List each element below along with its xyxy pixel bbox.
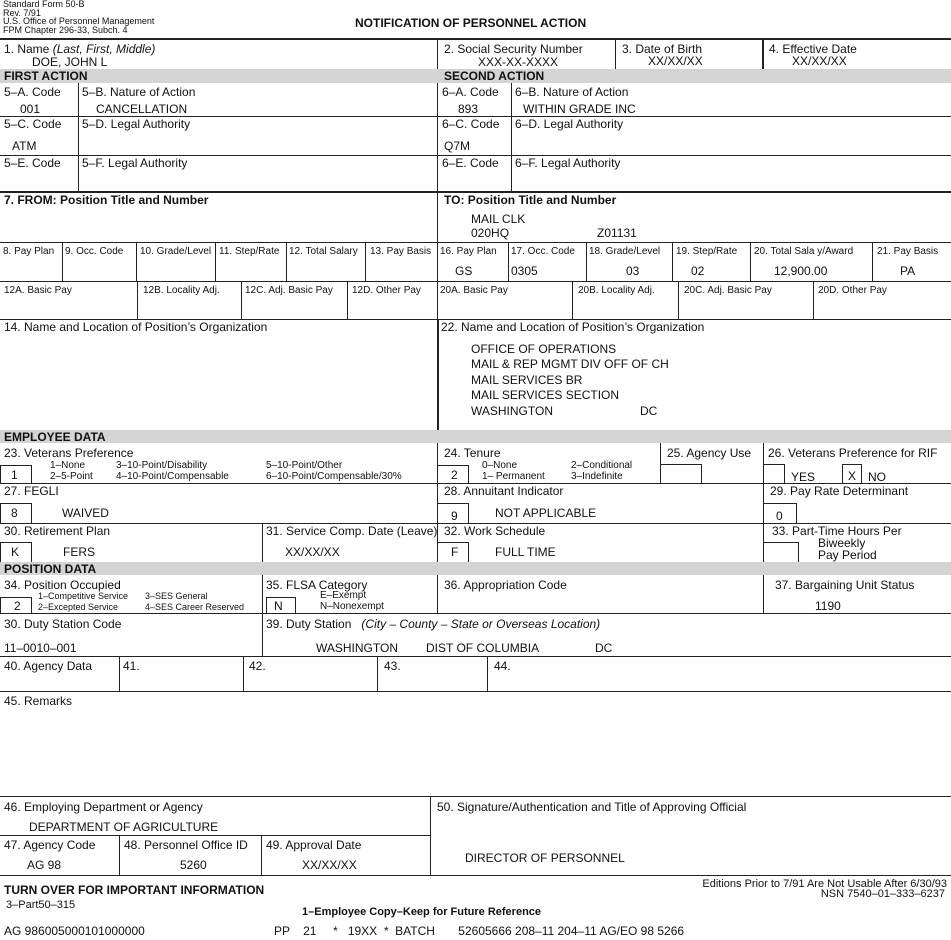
org-22-line-5[interactable]: WASHINGTON bbox=[471, 404, 554, 418]
agency-code-value[interactable]: AG 98 bbox=[27, 858, 62, 872]
form-part-number: 3–Part50–315 bbox=[6, 899, 76, 911]
part-time-label-3: Pay Period bbox=[818, 548, 877, 562]
vet-opt-2: 2–5-Point bbox=[50, 471, 93, 482]
nature-5b-value[interactable]: CANCELLATION bbox=[96, 102, 188, 116]
appropriation-label: 36. Appropriation Code bbox=[444, 578, 567, 592]
position-opt-4: 4–SES Career Reserved bbox=[145, 602, 245, 612]
salary-20-value[interactable]: 12,900.00 bbox=[774, 264, 828, 278]
remarks-label: 45. Remarks bbox=[4, 694, 73, 708]
retirement-label: 30. Retirement Plan bbox=[4, 524, 111, 538]
duty-station-state[interactable]: DC bbox=[595, 641, 613, 655]
vet-rif-label: 26. Veterans Preference for RIF bbox=[768, 446, 938, 460]
batch-code-left: AG 986005000101000000 bbox=[4, 924, 145, 938]
org-14-label: 14. Name and Location of Position’s Organization bbox=[4, 320, 268, 334]
form-agency: U.S. Office of Personnel Management bbox=[3, 16, 155, 26]
ssn-label: 2. Social Security Number bbox=[444, 42, 583, 56]
code-5a-value[interactable]: 001 bbox=[20, 102, 41, 116]
to-position-title[interactable]: MAIL CLK bbox=[471, 212, 526, 226]
grade-18-label: 18. Grade/Level bbox=[589, 246, 661, 257]
vet-opt-1: 1–None bbox=[50, 460, 86, 471]
authority-6d-label: 6–D. Legal Authority bbox=[515, 117, 624, 131]
position-opt-3: 3–SES General bbox=[145, 591, 208, 601]
scd-label: 31. Service Comp. Date (Leave) bbox=[266, 524, 438, 538]
authority-5d-label: 5–D. Legal Authority bbox=[82, 117, 191, 131]
field-44-label: 44. bbox=[494, 659, 511, 673]
vet-pref-label: 23. Veterans Preference bbox=[4, 446, 134, 460]
to-position-label: TO: Position Title and Number bbox=[444, 193, 617, 207]
fegli-code: 8 bbox=[11, 506, 18, 520]
field-43-label: 43. bbox=[384, 659, 401, 673]
pay-plan-16-label: 16. Pay Plan bbox=[440, 246, 497, 257]
org-22-line-1[interactable]: OFFICE OF OPERATIONS bbox=[471, 342, 617, 356]
part-time-label: 33. Part-Time Hours Per bbox=[772, 524, 902, 538]
basic-pay-20a-label: 20A. Basic Pay bbox=[440, 285, 508, 296]
grade-18-value[interactable]: 03 bbox=[626, 264, 640, 278]
personnel-office-label: 48. Personnel Office ID bbox=[124, 838, 248, 852]
fegli-value[interactable]: WAIVED bbox=[62, 506, 109, 520]
annuitant-label: 28. Annuitant Indicator bbox=[444, 484, 564, 498]
form-revision: Rev. 7/91 bbox=[3, 8, 41, 18]
flsa-label: 35. FLSA Category bbox=[266, 578, 368, 592]
org-22-state[interactable]: DC bbox=[640, 404, 658, 418]
step-19-label: 19. Step/Rate bbox=[676, 246, 738, 257]
vet-opt-5: 5–10-Point/Other bbox=[266, 460, 343, 471]
field-41-label: 41. bbox=[123, 659, 140, 673]
flsa-opt-n: N–Nonexempt bbox=[320, 601, 384, 612]
page-title: NOTIFICATION OF PERSONNEL ACTION bbox=[355, 16, 587, 30]
position-data-heading: POSITION DATA bbox=[4, 562, 97, 576]
to-position-number[interactable]: Z01131 bbox=[597, 226, 637, 240]
nature-6b-label: 6–B. Nature of Action bbox=[515, 85, 629, 99]
nature-6b-value[interactable]: WITHIN GRADE INC bbox=[523, 102, 636, 116]
personnel-office-value[interactable]: 5260 bbox=[180, 858, 207, 872]
annuitant-code: 9 bbox=[451, 509, 458, 523]
signature-value[interactable]: DIRECTOR OF PERSONNEL bbox=[465, 851, 625, 865]
step-11-label: 11. Step/Rate bbox=[219, 246, 280, 257]
vet-opt-3: 3–10-Point/Disability bbox=[116, 460, 208, 471]
editions-notice: Editions Prior to 7/91 Are Not Usable After 6/30/93 bbox=[702, 878, 947, 890]
salary-20-label: 20. Total Sala y/Award bbox=[754, 246, 854, 257]
agency-code-label: 47. Agency Code bbox=[4, 838, 96, 852]
tenure-opt-1: 1– Permanent bbox=[482, 471, 545, 482]
other-pay-20d-label: 20D. Other Pay bbox=[818, 285, 887, 296]
pay-rate-label: 29. Pay Rate Determinant bbox=[770, 484, 909, 498]
dob-value[interactable]: XX/XX/XX bbox=[648, 54, 703, 68]
code-5e-label: 5–E. Code bbox=[4, 156, 61, 170]
position-opt-2: 2–Excepted Service bbox=[38, 602, 119, 612]
tenure-opt-0: 0–None bbox=[482, 460, 518, 471]
other-pay-12d-label: 12D. Other Pay bbox=[352, 285, 421, 296]
work-schedule-code: F bbox=[451, 545, 459, 559]
code-6a-value[interactable]: 893 bbox=[458, 102, 479, 116]
employing-dept-value[interactable]: DEPARTMENT OF AGRICULTURE bbox=[29, 820, 219, 834]
pay-rate-code: 0 bbox=[776, 509, 783, 523]
employee-data-band bbox=[0, 430, 951, 443]
adj-basic-20c-label: 20C. Adj. Basic Pay bbox=[684, 285, 772, 296]
from-position-label: 7. FROM: Position Title and Number bbox=[4, 193, 209, 207]
occ-code-17-value[interactable]: 0305 bbox=[511, 264, 538, 278]
dob-label: 3. Date of Birth bbox=[622, 42, 703, 56]
vet-pref-value: 1 bbox=[11, 468, 18, 482]
agency-use-box[interactable] bbox=[660, 464, 702, 484]
code-5a-label: 5–A. Code bbox=[4, 85, 61, 99]
field-42-label: 42. bbox=[249, 659, 266, 673]
approval-date-label: 49. Approval Date bbox=[266, 838, 362, 852]
pay-basis-21-label: 21. Pay Basis bbox=[877, 246, 939, 257]
code-6a-label: 6–A. Code bbox=[442, 85, 499, 99]
second-action-heading: SECOND ACTION bbox=[444, 69, 545, 83]
salary-12-label: 12. Total Salary bbox=[289, 246, 358, 257]
scd-value[interactable]: XX/XX/XX bbox=[285, 545, 340, 559]
org-22-line-3[interactable]: MAIL SERVICES BR bbox=[471, 373, 583, 387]
tenure-label: 24. Tenure bbox=[444, 446, 501, 460]
employee-data-heading: EMPLOYEE DATA bbox=[4, 430, 106, 444]
code-6c-label: 6–C. Code bbox=[442, 117, 500, 131]
duty-station-label: 39. Duty Station (City – County – State or Overseas Location) bbox=[266, 617, 601, 631]
locality-12b-label: 12B. Locality Adj. bbox=[143, 285, 220, 296]
vet-opt-4: 4–10-Point/Compensable bbox=[116, 471, 229, 482]
authority-6f-label: 6–F. Legal Authority bbox=[515, 156, 621, 170]
duty-station-city[interactable]: WASHINGTON bbox=[316, 641, 399, 655]
pay-basis-21-value[interactable]: PA bbox=[900, 264, 916, 278]
part-time-box[interactable] bbox=[763, 542, 799, 563]
org-22-line-2[interactable]: MAIL & REP MGMT DIV OFF OF CH bbox=[471, 357, 669, 371]
nature-5b-label: 5–B. Nature of Action bbox=[82, 85, 196, 99]
turn-over-notice: TURN OVER FOR IMPORTANT INFORMATION bbox=[4, 883, 265, 897]
grade-10-label: 10. Grade/Level bbox=[140, 246, 212, 257]
tenure-opt-3: 3–Indefinite bbox=[571, 471, 623, 482]
tenure-value: 2 bbox=[451, 468, 458, 482]
occ-code-9-label: 9. Occ. Code bbox=[65, 246, 124, 257]
duty-station-county[interactable]: DIST OF COLUMBIA bbox=[426, 641, 540, 655]
pay-plan-16-value[interactable]: GS bbox=[455, 264, 473, 278]
effective-date-value[interactable]: XX/XX/XX bbox=[792, 54, 847, 68]
work-schedule-value[interactable]: FULL TIME bbox=[495, 545, 556, 559]
annuitant-value[interactable]: NOT APPLICABLE bbox=[495, 506, 597, 520]
agency-data-40-label: 40. Agency Data bbox=[4, 659, 93, 673]
nsn-number: NSN 7540–01–333–6237 bbox=[820, 888, 945, 900]
pay-plan-8-label: 8. Pay Plan bbox=[3, 246, 55, 257]
vet-rif-yes-box[interactable] bbox=[763, 464, 785, 484]
approval-date-value[interactable]: XX/XX/XX bbox=[302, 858, 357, 872]
locality-20b-label: 20B. Locality Adj. bbox=[578, 285, 655, 296]
code-5c-label: 5–C. Code bbox=[4, 117, 62, 131]
to-position-org-code[interactable]: 020HQ bbox=[471, 226, 510, 240]
fegli-label: 27. FEGLI bbox=[4, 484, 59, 498]
position-opt-1: 1–Competitive Service bbox=[38, 591, 129, 601]
flsa-value: N bbox=[274, 599, 283, 613]
position-occupied-label: 34. Position Occupied bbox=[4, 578, 121, 592]
action-band bbox=[0, 69, 951, 83]
batch-code-right: PP 21 * 19XX * BATCH 52605666 208–11 204–11 AG/EO 98 5266 bbox=[274, 924, 685, 938]
copy-notice: 1–Employee Copy–Keep for Future Reference bbox=[302, 906, 542, 918]
occ-code-17-label: 17. Occ. Code bbox=[511, 246, 575, 257]
employing-dept-label: 46. Employing Department or Agency bbox=[4, 800, 203, 814]
duty-station-code-value[interactable]: 11–0010–001 bbox=[4, 641, 77, 655]
pay-basis-13-label: 13. Pay Basis bbox=[370, 246, 432, 257]
org-22-label: 22. Name and Location of Position’s Organization bbox=[441, 320, 705, 334]
position-data-band bbox=[0, 562, 951, 575]
flsa-opt-e: E–Exempt bbox=[320, 590, 367, 601]
bargaining-label: 37. Bargaining Unit Status bbox=[775, 578, 915, 592]
org-22-line-4[interactable]: MAIL SERVICES SECTION bbox=[471, 388, 620, 402]
tenure-opt-2: 2–Conditional bbox=[571, 460, 633, 471]
agency-use-label: 25. Agency Use bbox=[667, 446, 752, 460]
form-chapter: FPM Chapter 296-33, Subch. 4 bbox=[3, 25, 128, 35]
code-6e-label: 6–E. Code bbox=[442, 156, 499, 170]
part-time-label-2: Biweekly bbox=[818, 536, 866, 550]
vet-rif-yes-label: YES bbox=[791, 470, 816, 484]
effective-date-label: 4. Effective Date bbox=[769, 42, 857, 56]
basic-pay-12a-label: 12A. Basic Pay bbox=[4, 285, 72, 296]
name-value[interactable]: DOE, JOHN L bbox=[32, 55, 108, 69]
position-occupied-value: 2 bbox=[14, 599, 21, 613]
bargaining-value[interactable]: 1190 bbox=[815, 599, 841, 613]
authority-5f-label: 5–F. Legal Authority bbox=[82, 156, 188, 170]
form-number: Standard Form 50-B bbox=[3, 0, 85, 9]
retirement-value[interactable]: FERS bbox=[63, 545, 96, 559]
first-action-heading: FIRST ACTION bbox=[4, 69, 88, 83]
step-19-value[interactable]: 02 bbox=[691, 264, 705, 278]
code-5c-value[interactable]: ATM bbox=[12, 139, 37, 153]
vet-opt-6: 6–10-Point/Compensable/30% bbox=[266, 471, 402, 482]
name-label: 1. Name (Last, First, Middle) bbox=[4, 42, 156, 56]
vet-rif-no-label: NO bbox=[868, 470, 886, 484]
retirement-code: K bbox=[11, 545, 20, 559]
ssn-value[interactable]: XXX-XX-XXXX bbox=[478, 55, 559, 69]
adj-basic-12c-label: 12C. Adj. Basic Pay bbox=[245, 285, 333, 296]
duty-station-code-label: 30. Duty Station Code bbox=[4, 617, 122, 631]
work-schedule-label: 32. Work Schedule bbox=[444, 524, 546, 538]
vet-rif-check: X bbox=[848, 469, 857, 483]
signature-label: 50. Signature/Authentication and Title of Approving Official bbox=[437, 800, 747, 814]
code-6c-value[interactable]: Q7M bbox=[444, 139, 471, 153]
